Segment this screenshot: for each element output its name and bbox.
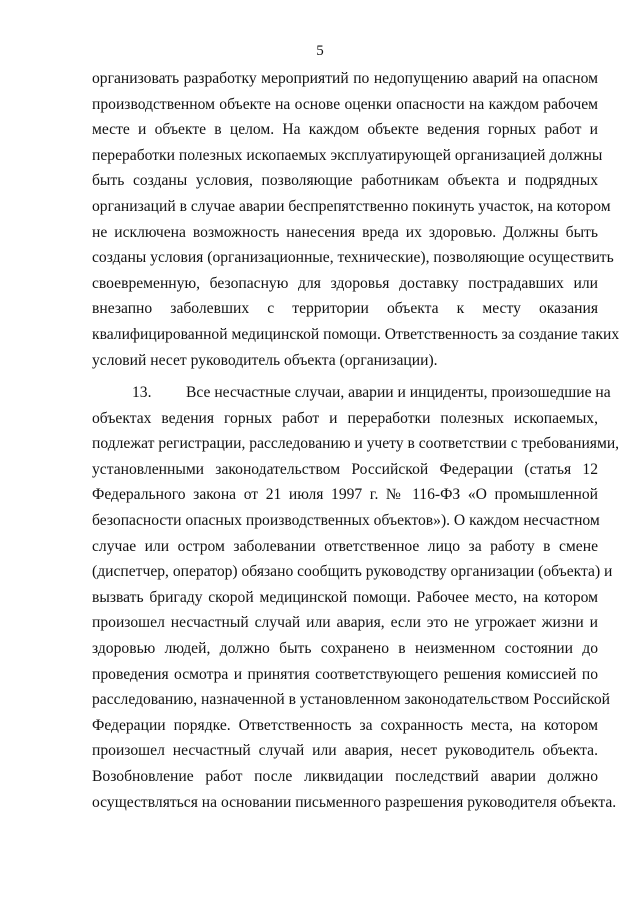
page-number: 5 — [316, 43, 324, 59]
text-line: условий несет руководитель объекта (организации). — [92, 351, 438, 369]
text-line: созданы условия (организационные, технические), позволяющие осуществить — [92, 249, 614, 267]
text-line: осуществляться на основании письменного разрешения руководителя объекта. — [92, 793, 617, 811]
text-line: Все несчастные случаи, аварии и инциденты, произошедшие на — [186, 384, 611, 401]
text-line: объектах ведения горных работ и переработки полезных ископаемых, — [92, 409, 598, 427]
paragraph-number: 13. — [132, 384, 152, 401]
text-line: Возобновление работ после ликвидации последствий аварии должно — [92, 767, 598, 785]
text-line: произошел несчастный случай или авария, если это не угрожает жизни и — [92, 614, 598, 632]
paragraph-13 — [92, 380, 620, 815]
text-line: своевременную, безопасную для здоровья доставку пострадавших или — [92, 274, 598, 292]
text-line: быть созданы условия, позволяющие работникам объекта и подрядных — [92, 172, 598, 190]
text-line: производственном объекте на основе оценки опасности на каждом рабочем — [92, 95, 598, 113]
text-line: организовать разработку мероприятий по недопущению аварий на опасном — [92, 70, 598, 87]
text-line: организаций в случае аварии беспрепятственно покинуть участок, на котором — [92, 197, 611, 215]
text-line: вызвать бригаду скорой медицинской помощи. Рабочее место, на котором — [92, 588, 598, 606]
text-line: здоровью людей, должно быть сохранено в неизменном состоянии до — [92, 639, 598, 657]
text-line: случае или остром заболевании ответственное лицо за работу в смене — [92, 537, 598, 555]
text-line: внезапно заболевших с территории объекта к месту оказания — [92, 300, 598, 318]
text-line: подлежат регистрации, расследованию и учету в соответствии с требованиями, — [92, 435, 620, 453]
text-line: (диспетчер, оператор) обязано сообщить руководству организации (объекта) и — [92, 563, 613, 581]
text-line: установленными законодательством Российской Федерации (статья 12 — [92, 460, 598, 478]
text-line: квалифицированной медицинской помощи. Ответственность за создание таких — [92, 325, 620, 343]
paragraph-first-line — [92, 380, 611, 406]
text-line: Федерального закона от 21 июля 1997 г. № 116-ФЗ «О промышленной — [92, 486, 598, 504]
text-line: безопасности опасных производственных объектов»). О каждом несчастном — [92, 511, 600, 529]
text-line: проведения осмотра и принятия соответствующего решения комиссией по — [92, 665, 598, 683]
text-line: Федерации порядке. Ответственность за сохранность места, на котором — [92, 716, 598, 734]
text-line: произошел несчастный случай или авария, несет руководитель объекта. — [92, 742, 598, 760]
text-line: месте и объекте в целом. На каждом объекте ведения горных работ и — [92, 121, 598, 139]
paragraph-continuation — [92, 66, 620, 373]
text-line: не исключена возможность нанесения вреда их здоровью. Должны быть — [92, 223, 598, 241]
text-line: переработки полезных ископаемых эксплуатирующей организацией должны — [92, 146, 603, 164]
text-line: расследованию, назначенной в установленном законодательством Российской — [92, 691, 610, 709]
